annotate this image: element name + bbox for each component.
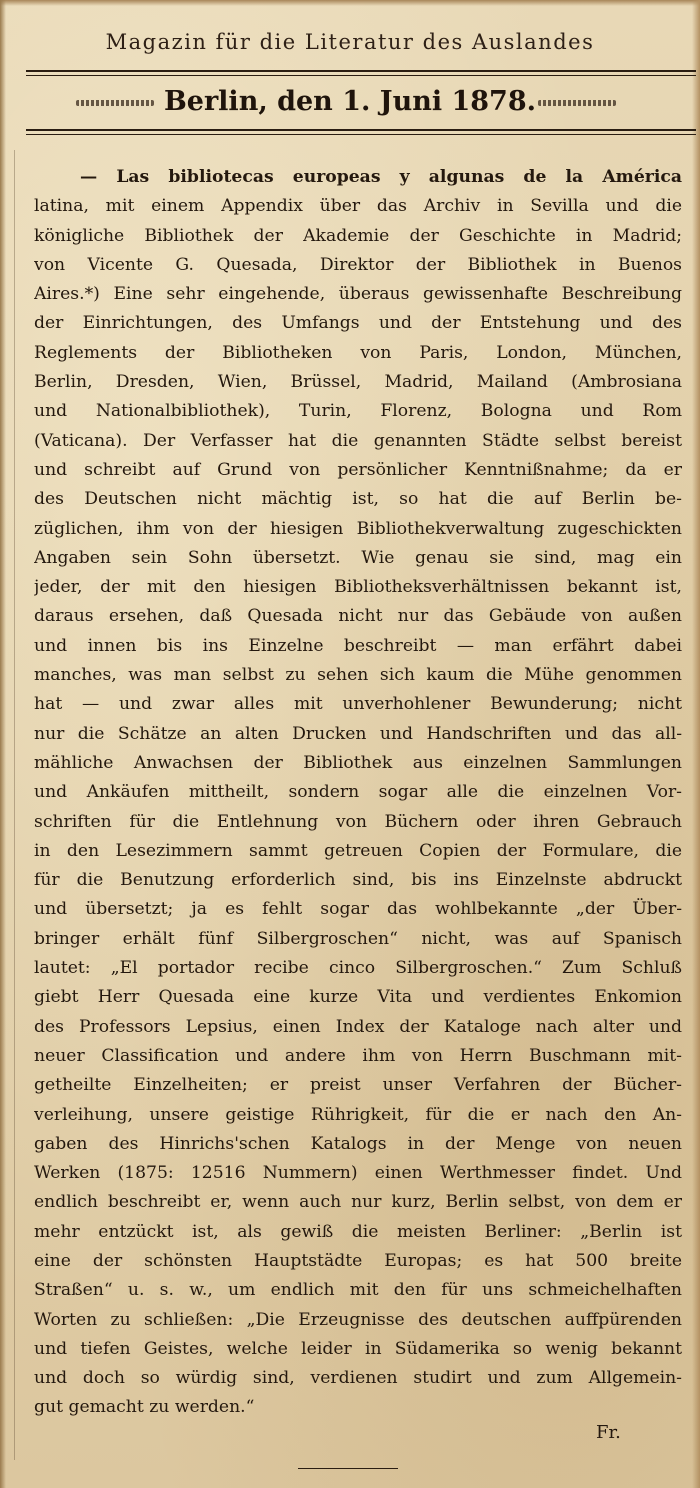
text-line: mähliche Anwachsen der Bibliothek aus einzelnen Sammlungen — [34, 752, 682, 773]
text-line: verleihung, unsere geistige Rührigkeit, für die er nach den An- — [34, 1104, 682, 1125]
header-rule-bottom-thin — [26, 134, 696, 135]
header-rule-top-thin — [26, 75, 696, 76]
text-line: (Vaticana). Der Verfasser hat die genannten Städte selbst bereist — [34, 430, 682, 451]
text-line: eine der schönsten Hauptstädte Europas; es hat 500 breite — [34, 1250, 682, 1271]
text-line: gaben des Hinrichs'schen Katalogs in der Menge von neuen — [34, 1133, 682, 1154]
paper-edge-top — [0, 0, 700, 6]
dateline: Berlin, den 1. Juni 1878. — [163, 86, 537, 117]
paper-edge-right — [692, 0, 700, 1488]
text-line: für die Benutzung erforderlich sind, bis ins Einzelnste abdruckt — [34, 870, 682, 891]
text-line: giebt Herr Quesada eine kurze Vita und verdientes Enkomion — [34, 987, 682, 1008]
end-rule — [298, 1468, 398, 1469]
text-line: nur die Schätze an alten Drucken und Handschriften und das all- — [34, 723, 682, 744]
text-line: schriften für die Entlehnung von Büchern oder ihren Gebrauch — [34, 811, 682, 832]
text-line: und doch so würdig sind, verdienen studirt und zum Allgemein- — [34, 1368, 682, 1389]
header-rule-top-thick — [26, 70, 696, 72]
text-line: des Deutschen nicht mächtig ist, so hat die auf Berlin be- — [34, 489, 682, 510]
text-line: getheilte Einzelheiten; er preist unser Verfahren der Bücher- — [34, 1075, 682, 1096]
text-line: — Las bibliotecas europeas y algunas de la América — [80, 167, 682, 187]
text-line: und schreibt auf Grund von persönlicher Kenntnißnahme; da er — [34, 459, 682, 480]
text-line: Berlin, Dresden, Wien, Brüssel, Madrid, Mailand (Ambrosiana — [34, 372, 682, 393]
dateline-block — [0, 84, 700, 124]
text-line: der Einrichtungen, des Umfangs und der Entstehung und des — [34, 313, 682, 334]
text-line: in den Lesezimmern sammt getreuen Copien der Formulare, die — [34, 840, 682, 861]
text-line: mehr entzückt ist, als gewiß die meisten Berliner: „Berlin ist — [34, 1221, 682, 1242]
dateline-ornament-right — [538, 100, 616, 106]
text-line: Werken (1875: 12516 Nummern) einen Werthmesser findet. Und — [34, 1163, 682, 1184]
text-line: und tiefen Geistes, welche leider in Südamerika so wenig bekannt — [34, 1338, 682, 1359]
header-rule-bottom-thick — [26, 129, 696, 131]
text-line: königliche Bibliothek der Akademie der Geschichte in Madrid; — [34, 225, 682, 246]
text-line: bringer erhält fünf Silbergroschen“ nicht, was auf Spanisch — [34, 928, 682, 949]
text-line: manches, was man selbst zu sehen sich kaum die Mühe genommen — [34, 665, 682, 686]
paper-edge-left — [0, 0, 6, 1488]
text-line: latina, mit einem Appendix über das Archiv in Sevilla und die — [34, 196, 682, 217]
article-body — [34, 163, 682, 1423]
text-line: und übersetzt; ja es fehlt sogar das wohlbekannte „der Über- — [34, 899, 682, 920]
text-line: des Professors Lepsius, einen Index der Kataloge nach alter und — [34, 1016, 682, 1037]
text-line: Worten zu schließen: „Die Erzeugnisse des deutschen auffpürenden — [34, 1309, 682, 1330]
text-line: hat — und zwar alles mit unverhohlener Bewunderung; nicht — [34, 694, 682, 715]
text-line: und innen bis ins Einzelne beschreibt — man erfährt dabei — [34, 635, 682, 656]
text-line: von Vicente G. Quesada, Direktor der Bibliothek in Buenos — [34, 254, 682, 275]
running-head: Magazin für die Literatur des Auslandes — [105, 30, 595, 54]
text-line: jeder, der mit den hiesigen Bibliotheksverhältnissen bekannt ist, — [34, 577, 682, 598]
text-line: züglichen, ihm von der hiesigen Bibliothekverwaltung zugeschickten — [34, 518, 682, 539]
text-line: gut gemacht zu werden.“ — [34, 1397, 255, 1418]
column-rule-left — [14, 150, 15, 1460]
text-line: Angaben sein Sohn übersetzt. Wie genau sie sind, mag ein — [34, 547, 682, 568]
text-line: neuer Classification und andere ihm von Herrn Buschmann mit- — [34, 1045, 682, 1066]
text-line: Reglements der Bibliotheken von Paris, London, München, — [34, 342, 682, 363]
text-line: Straßen“ u. s. w., um endlich mit den für uns schmeichelhaften — [34, 1280, 682, 1301]
text-line: daraus ersehen, daß Quesada nicht nur das Gebäude von außen — [34, 606, 682, 627]
text-line: lautet: „El portador recibe cinco Silbergroschen.“ Zum Schluß — [34, 958, 682, 979]
text-line: endlich beschreibt er, wenn auch nur kurz, Berlin selbst, von dem er — [34, 1192, 682, 1213]
author-signature: Fr. — [596, 1422, 621, 1443]
text-line: und Nationalbibliothek), Turin, Florenz, Bologna und Rom — [34, 401, 682, 422]
text-line: Aires.*) Eine sehr eingehende, überaus gewissenhafte Beschreibung — [34, 284, 682, 305]
text-line: und Ankäufen mittheilt, sondern sogar alle die einzelnen Vor- — [34, 782, 682, 803]
